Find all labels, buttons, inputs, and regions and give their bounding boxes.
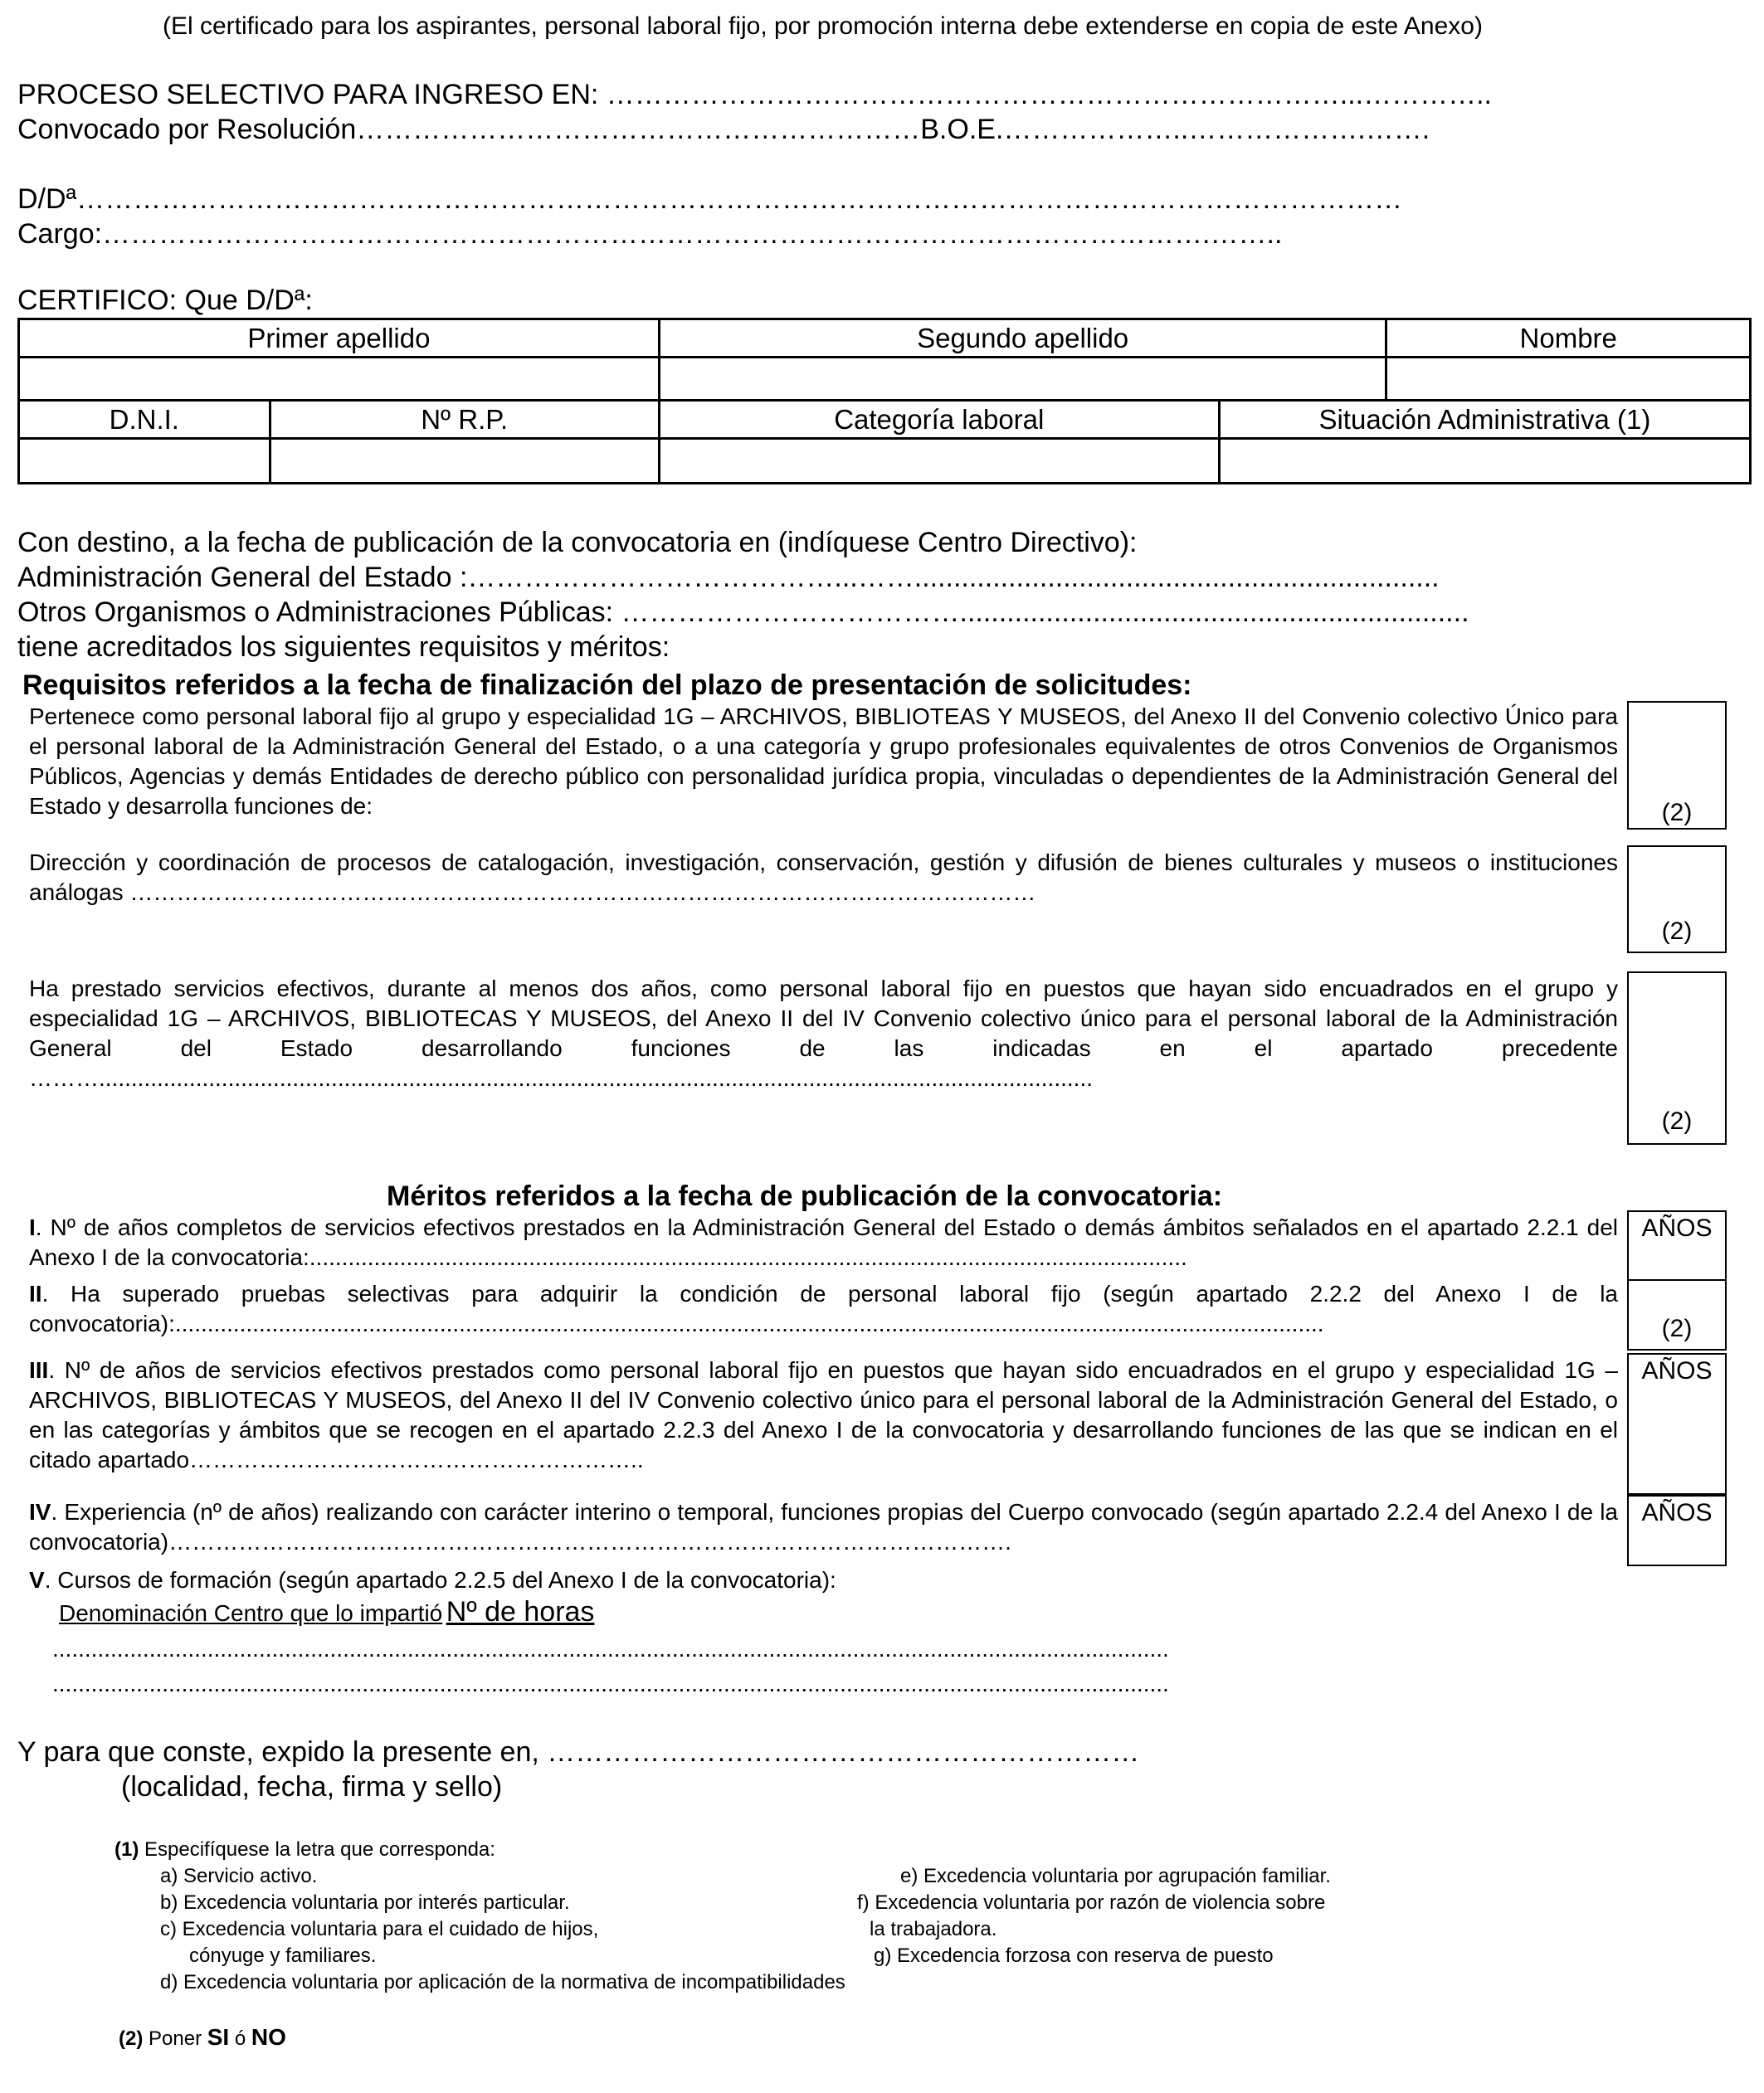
merito-iii-anos: AÑOS — [1641, 1357, 1713, 1385]
header-categoria: Categoría laboral — [659, 401, 1219, 439]
merito-i-box[interactable] — [1627, 1210, 1727, 1281]
header-nombre: Nombre — [1386, 319, 1751, 358]
note-f2: la trabajadora. — [870, 1918, 997, 1940]
header-situacion: Situación Administrativa (1) — [1219, 401, 1750, 439]
proceso-selectivo-line[interactable]: PROCESO SELECTIVO PARA INGRESO EN: ……………………………………………………………………...………….. — [17, 79, 1492, 110]
cursos-line-1[interactable]: ............................................................................................................................................................................. — [52, 1636, 1169, 1662]
destino-otros-line[interactable]: Otros Organismos o Administraciones Públicas: ………………………………................................................................. — [17, 596, 1469, 628]
o-text: ó — [229, 2027, 251, 2050]
merito-ii-text: . Ha superado pruebas selectivas para adquirir la condición de personal laboral fijo (según apartado 2.2.2 del Anexo I de la convocatoria):.................................................................................................................................................................................. — [29, 1281, 1618, 1336]
field-segundo-apellido[interactable] — [659, 358, 1386, 401]
requisito-2-box[interactable] — [1627, 845, 1727, 953]
merito-iv-num: IV — [29, 1499, 51, 1525]
merito-v-num: V — [29, 1567, 45, 1593]
merito-v — [29, 1565, 836, 1595]
merito-ii-mark: (2) — [1661, 1315, 1693, 1342]
destino-intro: Con destino, a la fecha de publicación de la convocatoria en (indíquese Centro Directivo): — [17, 527, 1138, 558]
note-g: g) Excedencia forzosa con reserva de puesto — [874, 1945, 1274, 1967]
field-primer-apellido[interactable] — [19, 358, 660, 401]
header-note: (El certificado para los aspirantes, personal laboral fijo, por promoción interna debe extenderse en copia de este Anexo) — [163, 12, 1483, 40]
dd-line[interactable]: D/Dª…………………………………………………………………………………………………………………………… — [17, 183, 1403, 215]
merito-i-num: I — [29, 1214, 36, 1240]
header-segundo-apellido: Segundo apellido — [659, 319, 1386, 358]
conste-line[interactable]: Y para que conste, expido la presente en, ……………………………………………………… — [17, 1736, 1140, 1768]
field-nrp[interactable] — [270, 439, 659, 484]
destino-age-line[interactable]: Administración General del Estado :…………………………………...……................................................................... — [17, 562, 1440, 593]
requisito-3-mark: (2) — [1661, 1107, 1693, 1135]
merito-iii-box[interactable] — [1627, 1353, 1727, 1495]
merito-iv-text: . Experiencia (nº de años) realizando con carácter interino o temporal, funciones propias del Cuerpo convocado (según apartado 2.2.4 del Anexo I de la convocatoria)………………………………………………………………………………………………. — [29, 1499, 1618, 1555]
requisito-2-mark: (2) — [1661, 918, 1693, 945]
note-a: a) Servicio activo. — [160, 1865, 318, 1887]
merito-iii-num: III — [29, 1357, 49, 1383]
identity-table — [17, 318, 1752, 484]
merito-v-text: . Cursos de formación (según apartado 2.2.5 del Anexo I de la convocatoria): — [44, 1567, 836, 1593]
requisitos-title: Requisitos referidos a la fecha de finalización del plazo de presentación de solicitudes: — [22, 669, 1192, 701]
field-categoria[interactable] — [659, 439, 1219, 484]
requisito-3-text: Ha prestado servicios efectivos, durante al menos dos años, como personal laboral fijo en puestos que hayan sido encuadrados en el grupo y especialidad 1G – ARCHIVOS, BIBLIOTECAS Y MUSEOS, del Anexo II del IV Convenio colectivo único para el personal laboral de la Administración General del Estado desarrollando funciones de las indicadas en el apartado precedente — [29, 976, 1618, 1061]
merito-iv-anos: AÑOS — [1641, 1499, 1713, 1526]
merito-ii — [29, 1279, 1618, 1339]
footnote-2 — [119, 2024, 286, 2052]
footnote-1-label: (1) — [115, 1838, 139, 1861]
field-situacion[interactable] — [1219, 439, 1750, 484]
footnote-2-text: Poner — [143, 2027, 207, 2050]
merito-iii — [29, 1356, 1618, 1475]
note-b: b) Excedencia voluntaria por interés particular. — [160, 1891, 570, 1914]
note-d: d) Excedencia voluntaria por aplicación de la normativa de incompatibilidades — [160, 1971, 845, 1993]
requisito-3-dots: ……….......................................................................................................................................................... — [29, 1065, 1094, 1091]
merito-i-anos: AÑOS — [1641, 1214, 1713, 1242]
footnote-1 — [115, 1837, 495, 1863]
no-text: NO — [251, 2024, 286, 2050]
merito-i-text: . Nº de años completos de servicios efectivos prestados en la Administración General del Estado o demás ámbitos señalados en el apartado 2.2.1 del Anexo I de la convocatoria:........................................................................................................................................ — [29, 1214, 1618, 1270]
note-c1: c) Excedencia voluntaria para el cuidado de hijos, — [160, 1918, 599, 1940]
footnote-2-label: (2) — [119, 2027, 144, 2050]
denominacion-label: Denominación Centro que lo impartió — [59, 1600, 443, 1626]
merito-iv — [29, 1497, 1618, 1557]
convocado-line[interactable]: Convocado por Resolución……………………………………………………B.O.E.………………..……………….……. — [17, 114, 1430, 145]
requisito-1-mark: (2) — [1661, 799, 1693, 826]
merito-ii-num: II — [29, 1281, 42, 1307]
merito-iii-text: . Nº de años de servicios efectivos prestados como personal laboral fijo en puestos que hayan sido encuadrados en el grupo y especialidad 1G – ARCHIVOS, BIBLIOTECAS Y MUSEOS, del Anexo II del IV Convenio colectivo único para el personal laboral de la Administración General del Estado, o en las categorías y ámbitos que se recogen en el apartado 2.2.3 del Anexo I de la convocatoria y desarrollando funciones de las que se indican en el citado apartado………………………………………………….. — [29, 1357, 1618, 1472]
meritos-title: Méritos referidos a la fecha de publicación de la convocatoria: — [387, 1180, 1223, 1212]
localidad-label: (localidad, fecha, firma y sello) — [121, 1771, 503, 1803]
cursos-line-2[interactable]: ............................................................................................................................................................................. — [52, 1671, 1169, 1696]
requisito-1-box[interactable] — [1627, 701, 1727, 830]
cursos-header — [59, 1596, 594, 1628]
header-nrp: Nº R.P. — [270, 401, 659, 439]
header-dni: D.N.I. — [19, 401, 270, 439]
note-f1: f) Excedencia voluntaria por razón de violencia sobre — [857, 1891, 1326, 1914]
note-c2: cónyuge y familiares. — [189, 1945, 377, 1967]
requisito-1-text: Pertenece como personal laboral fijo al grupo y especialidad 1G – ARCHIVOS, BIBLIOTEAS Y MUSEOS, del Anexo II del Convenio colectivo Único para el personal laboral de la Administración General del Estado, o a una categoría y grupo profesionales equivalentes de otros Convenios de Organismos Públicos, Agencias y demás Entidades de derecho público con personalidad jurídica propia, vinculadas o dependientes de la Administración General del Estado y desarrolla funciones de: — [29, 703, 1618, 819]
merito-i — [29, 1213, 1618, 1273]
merito-ii-box[interactable] — [1627, 1279, 1727, 1351]
acreditados-text: tiene acreditados los siguientes requisitos y méritos: — [17, 631, 670, 663]
certifico-label: CERTIFICO: Que D/Dª: — [17, 285, 313, 316]
si-text: SI — [207, 2024, 230, 2050]
horas-label: Nº de horas — [446, 1596, 595, 1628]
field-nombre[interactable] — [1386, 358, 1751, 401]
footnote-1-text: Especifíquese la letra que corresponda: — [139, 1838, 495, 1861]
merito-iv-box[interactable] — [1627, 1495, 1727, 1566]
field-dni[interactable] — [19, 439, 270, 484]
header-primer-apellido: Primer apellido — [19, 319, 660, 358]
requisito-3-box[interactable] — [1627, 971, 1727, 1145]
requisito-2-text: Dirección y coordinación de procesos de catalogación, investigación, conservación, gestión y difusión de bienes culturales y museos o instituciones análogas ……………………………………………………………………………………………………… — [29, 849, 1618, 905]
cargo-line[interactable]: Cargo:……………………………………………………………………………………………………….…….. — [17, 218, 1283, 250]
note-e: e) Excedencia voluntaria por agrupación familiar. — [900, 1865, 1331, 1887]
